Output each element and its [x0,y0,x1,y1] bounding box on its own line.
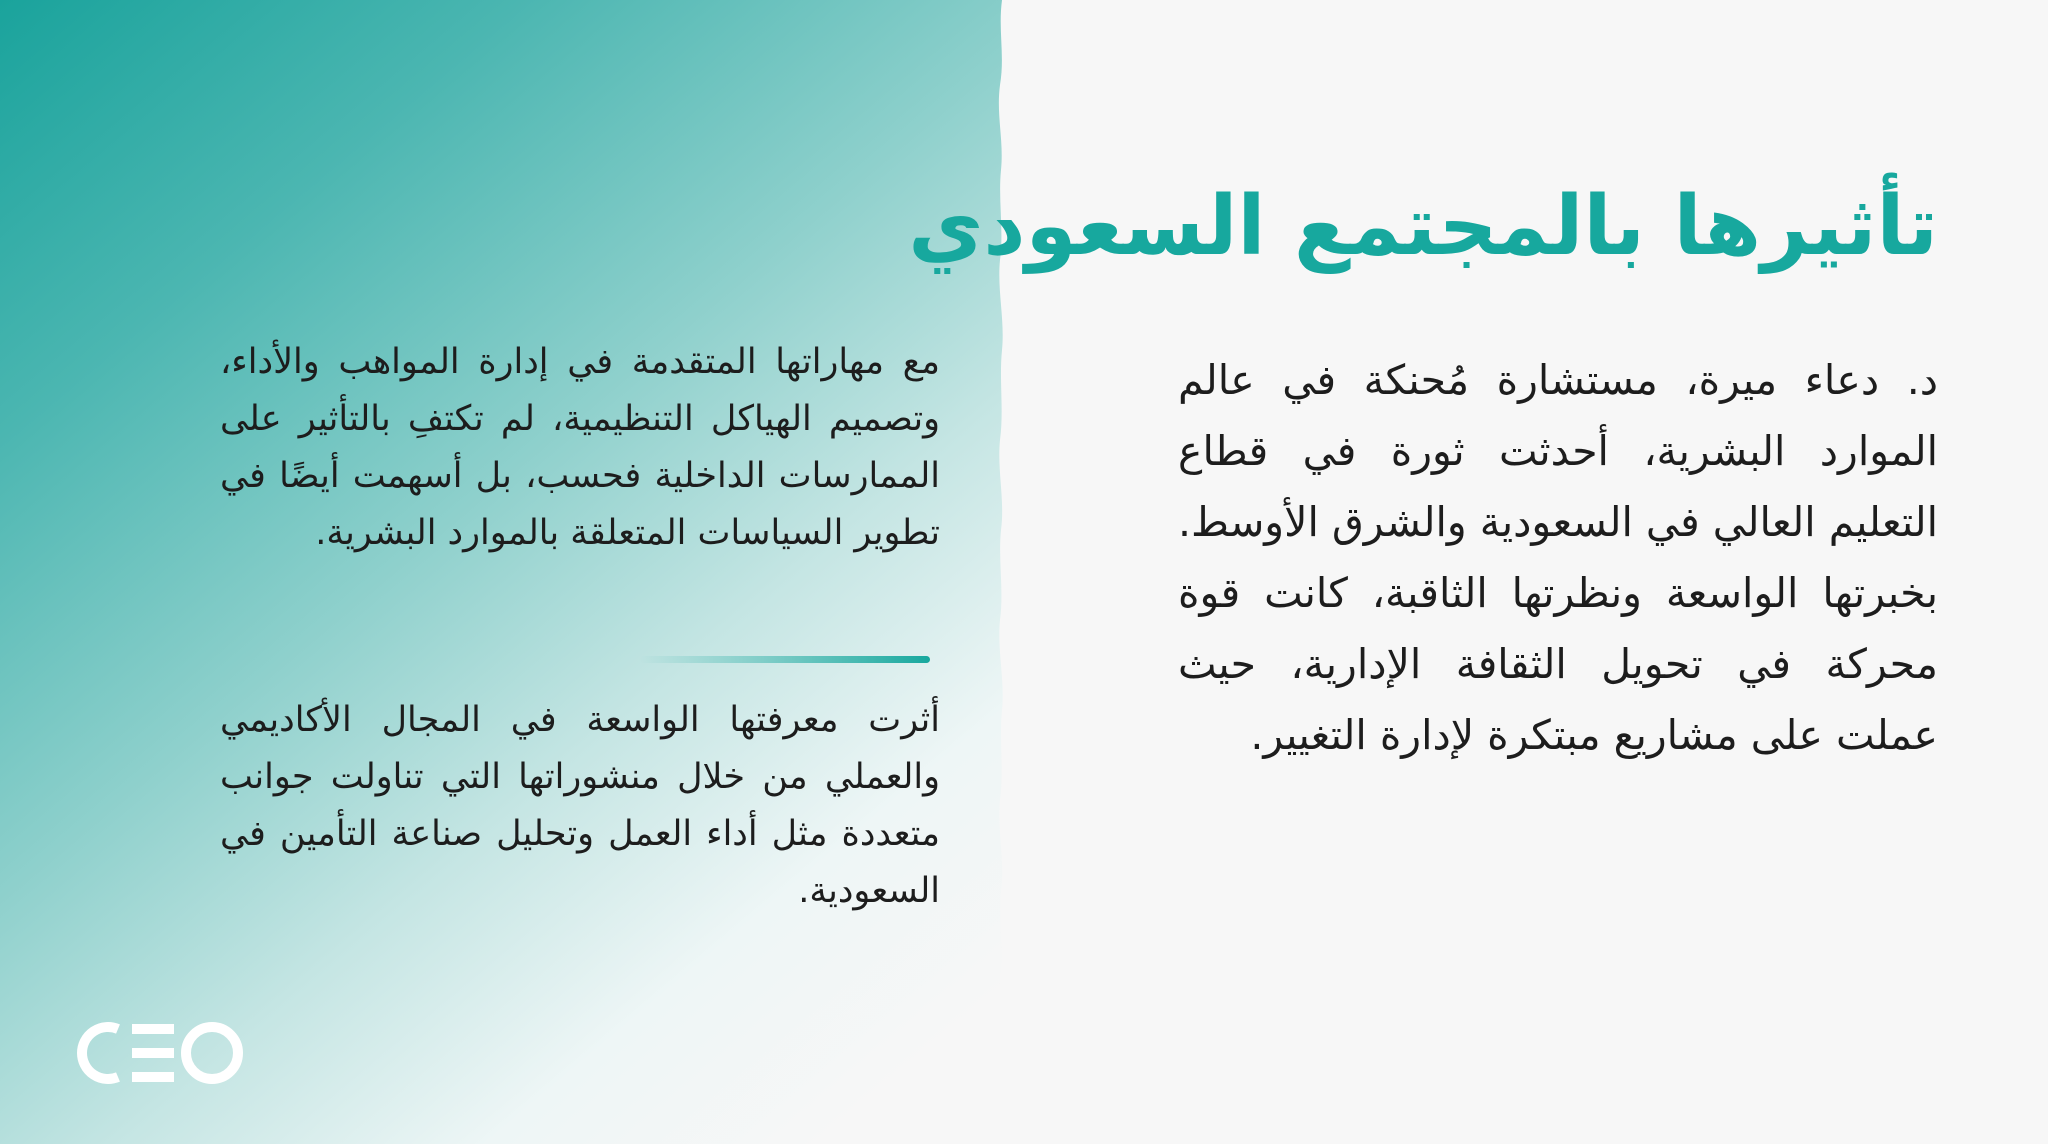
side-paragraph-1: مع مهاراتها المتقدمة في إدارة المواهب والأداء، وتصميم الهياكل التنظيمية، لم تكتفِ بالتأثير على الممارسات الداخلية فحسب، بل أسهمت أيضًا في تطوير السياسات المتعلقة بالموارد البشرية. [220,342,940,553]
ceo-logo [66,1015,246,1091]
divider-line [640,656,930,663]
intro-paragraph: د. دعاء ميرة، مستشارة مُحنكة في عالم الموارد البشرية، أحدثت ثورة في قطاع التعليم العالي في السعودية والشرق الأوسط. بخبرتها الواسعة ونظرتها الثاقبة، كانت قوة محركة في تحويل الثقافة الإدارية، حيث عملت على مشاريع مبتكرة لإدارة التغيير. [1178,356,1938,759]
torn-paper-edge [990,0,1020,1144]
gradient-panel [0,0,1010,1144]
slide-title: تأثيرها بالمجتمع السعودي [908,179,1938,274]
side-paragraph-2: أثرت معرفتها الواسعة في المجال الأكاديمي والعملي من خلال منشوراتها التي تناولت جوانب متعددة مثل أداء العمل وتحليل صناعة التأمين في السعودية. [220,700,940,911]
